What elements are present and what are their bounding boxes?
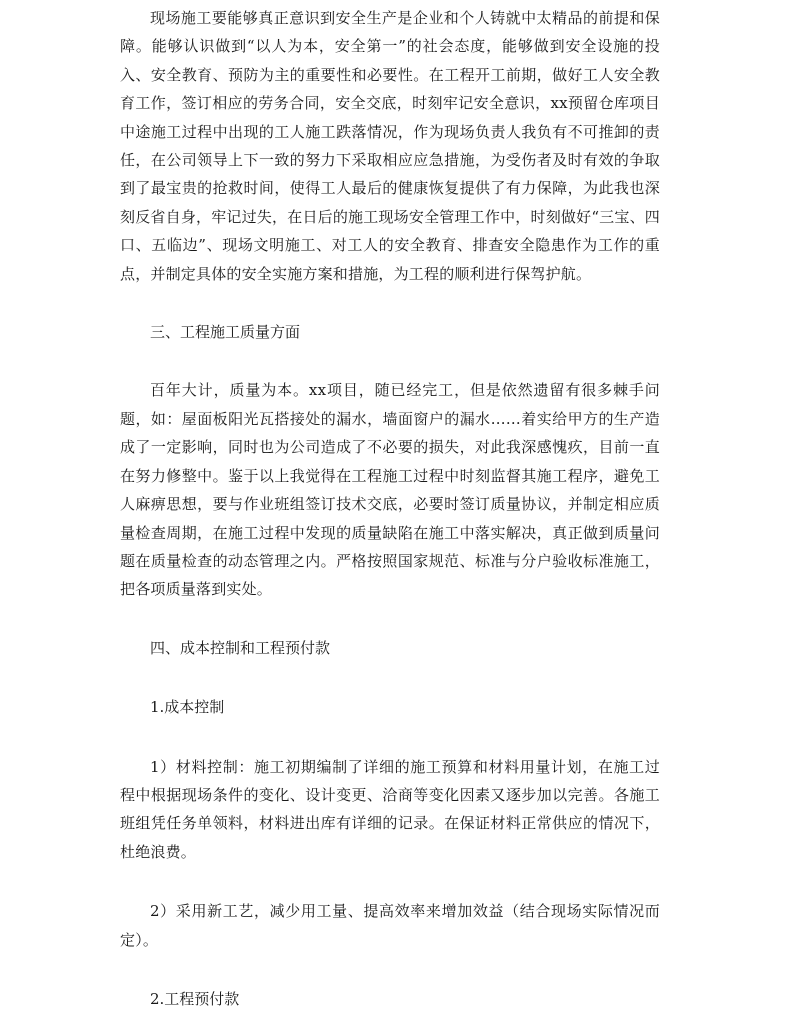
document-body	[120, 4, 660, 1013]
spacer	[120, 662, 660, 693]
paragraph-new-process: 2）采用新工艺，减少用工量、提高效率来增加效益（结合现场实际情况而定）。	[120, 902, 660, 949]
spacer	[120, 722, 660, 753]
section-heading-quality: 三、工程施工质量方面	[150, 323, 301, 342]
spacer	[120, 288, 660, 318]
section-heading-cost: 四、成本控制和工程预付款	[150, 638, 331, 657]
spacer	[120, 604, 660, 634]
spacer	[120, 866, 660, 897]
spacer	[120, 954, 660, 985]
paragraph-material-control: 1）材料控制：施工初期编制了详细的施工预算和材料用量计划，在施工过程中根据现场条件的变化、设计变更、洽商等变化因素又逐步加以完善。各施工班组凭任务单领料，材料进出库有详细的记录。在保证材料正常供应的情况下，杜绝浪费。	[120, 757, 660, 861]
subheading-cost-control: 1.成本控制	[150, 698, 225, 717]
subheading-advance-payment: 2.工程预付款	[150, 989, 240, 1008]
spacer	[120, 346, 660, 376]
paragraph-quality: 百年大计，质量为本。xx项目，随已经完工，但是依然遗留有很多棘手问题，如：屋面板阳光瓦搭接处的漏水，墙面窗户的漏水……着实给甲方的生产造成了一定影响，同时也为公司造成了不必要的损失，对此我深感愧疚，目前一直在努力修整中。鉴于以上我觉得在工程施工过程中时刻监督其施工程序，避免工人麻痹思想，要与作业班组签订技术交底，必要时签订质量协议，并制定相应质量检查周期，在施工过程中发现的质量缺陷在施工中落实解决，真正做到质量问题在质量检查的动态管理之内。严格按照国家规范、标准与分户验收标准施工，把各项质量落到实处。	[120, 381, 660, 599]
paragraph-safety: 现场施工要能够真正意识到安全生产是企业和个人铸就中太精品的前提和保障。能够认识做到“以人为本，安全第一”的社会态度，能够做到安全设施的投入、安全教育、预防为主的重要性和必要性。在工程开工前期，做好工人安全教育工作，签订相应的劳务合同，安全交底，时刻牢记安全意识，xx预留仓库项目中途施工过程中出现的工人施工跌落情况，作为现场负责人我负有不可推卸的责任，在公司领导上下一致的努力下采取相应应急措施，为受伤者及时有效的争取到了最宝贵的抢救时间，使得工人最后的健康恢复提供了有力保障，为此我也深刻反省自身，牢记过失，在日后的施工现场安全管理工作中，时刻做好“三宝、四口、五临边”、现场文明施工、对工人的安全教育、排查安全隐患作为工作的重点，并制定具体的安全实施方案和措施，为工程的顺利进行保驾护航。	[120, 9, 660, 283]
